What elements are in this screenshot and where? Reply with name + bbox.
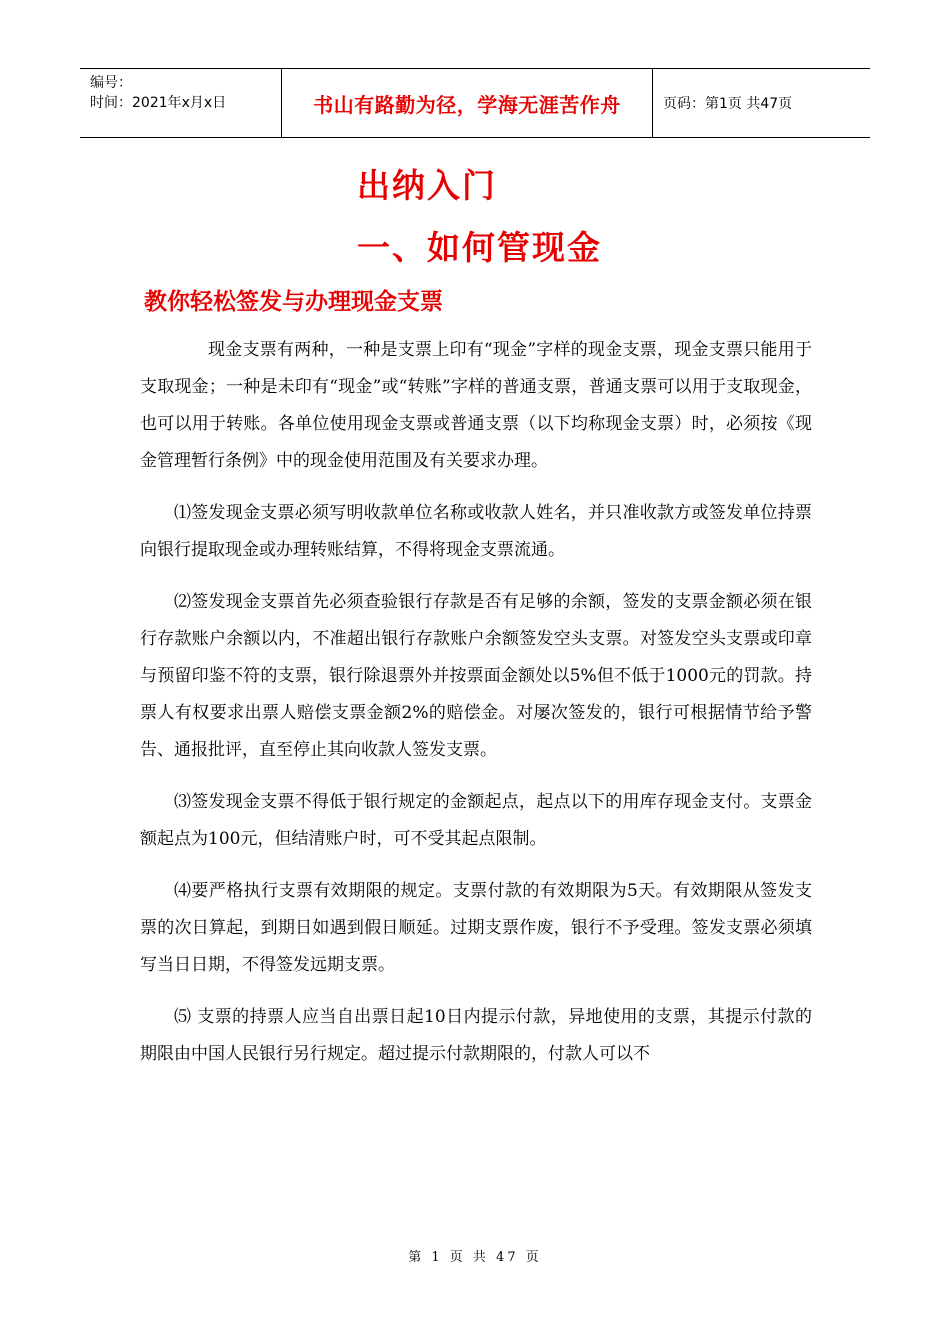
header-meta bbox=[80, 69, 282, 137]
paragraph-item-2: ⑵签发现金支票首先必须查验银行存款是否有足够的余额，签发的支票金额必须在银行存款账户余额以内，不准超出银行存款账户余额签发空头支票。对签发空头支票或印章与预留印鉴不符的支票，银行除退票外并按票面金额处以5%但不低于1000元的罚款。持票人有权要求出票人赔偿支票金额2%的赔偿金。对屡次签发的，银行可根据情节给予警告、通报批评，直至停止其向收款人签发支票。 bbox=[140, 592, 812, 760]
header-motto: 书山有路勤为径，学海无涯苦作舟 bbox=[282, 69, 653, 137]
paragraph-item-4: ⑷要严格执行支票有效期限的规定。支票付款的有效期限为5天。有效期限从签发支票的次日算起，到期日如遇到假日顺延。过期支票作废，银行不予受理。签发支票必须填写当日日期，不得签发远期支票。 bbox=[140, 881, 812, 975]
document-title: 出纳入门 bbox=[357, 166, 497, 205]
number-label: 编号： bbox=[90, 75, 132, 91]
time-label: 时间：2021年x月x日 bbox=[90, 95, 227, 111]
document-header bbox=[80, 68, 870, 138]
page-footer: 第 1 页 共 47 页 bbox=[408, 1250, 542, 1265]
section-title: 一、如何管现金 bbox=[357, 228, 602, 267]
header-page-info: 页码：第1页 共47页 bbox=[663, 96, 793, 112]
document-body bbox=[140, 332, 812, 1088]
subsection-title: 教你轻松签发与办理现金支票 bbox=[144, 289, 443, 315]
paragraph-item-1: ⑴签发现金支票必须写明收款单位名称或收款人姓名，并只准收款方或签发单位持票向银行提取现金或办理转账结算，不得将现金支票流通。 bbox=[140, 503, 812, 560]
paragraph-intro: 现金支票有两种，一种是支票上印有“现金”字样的现金支票，现金支票只能用于支取现金；一种是未印有“现金”或“转账”字样的普通支票，普通支票可以用于支取现金，也可以用于转账。各单位使用现金支票或普通支票（以下均称现金支票）时，必须按《现金管理暂行条例》中的现金使用范围及有关要求办理。 bbox=[140, 340, 812, 471]
paragraph-item-3: ⑶签发现金支票不得低于银行规定的金额起点，起点以下的用库存现金支付。支票金额起点为100元，但结清账户时，可不受其起点限制。 bbox=[140, 792, 812, 849]
paragraph-item-5: ⑸ 支票的持票人应当自出票日起10日内提示付款，异地使用的支票，其提示付款的期限由中国人民银行另行规定。超过提示付款期限的，付款人可以不 bbox=[140, 1007, 812, 1064]
